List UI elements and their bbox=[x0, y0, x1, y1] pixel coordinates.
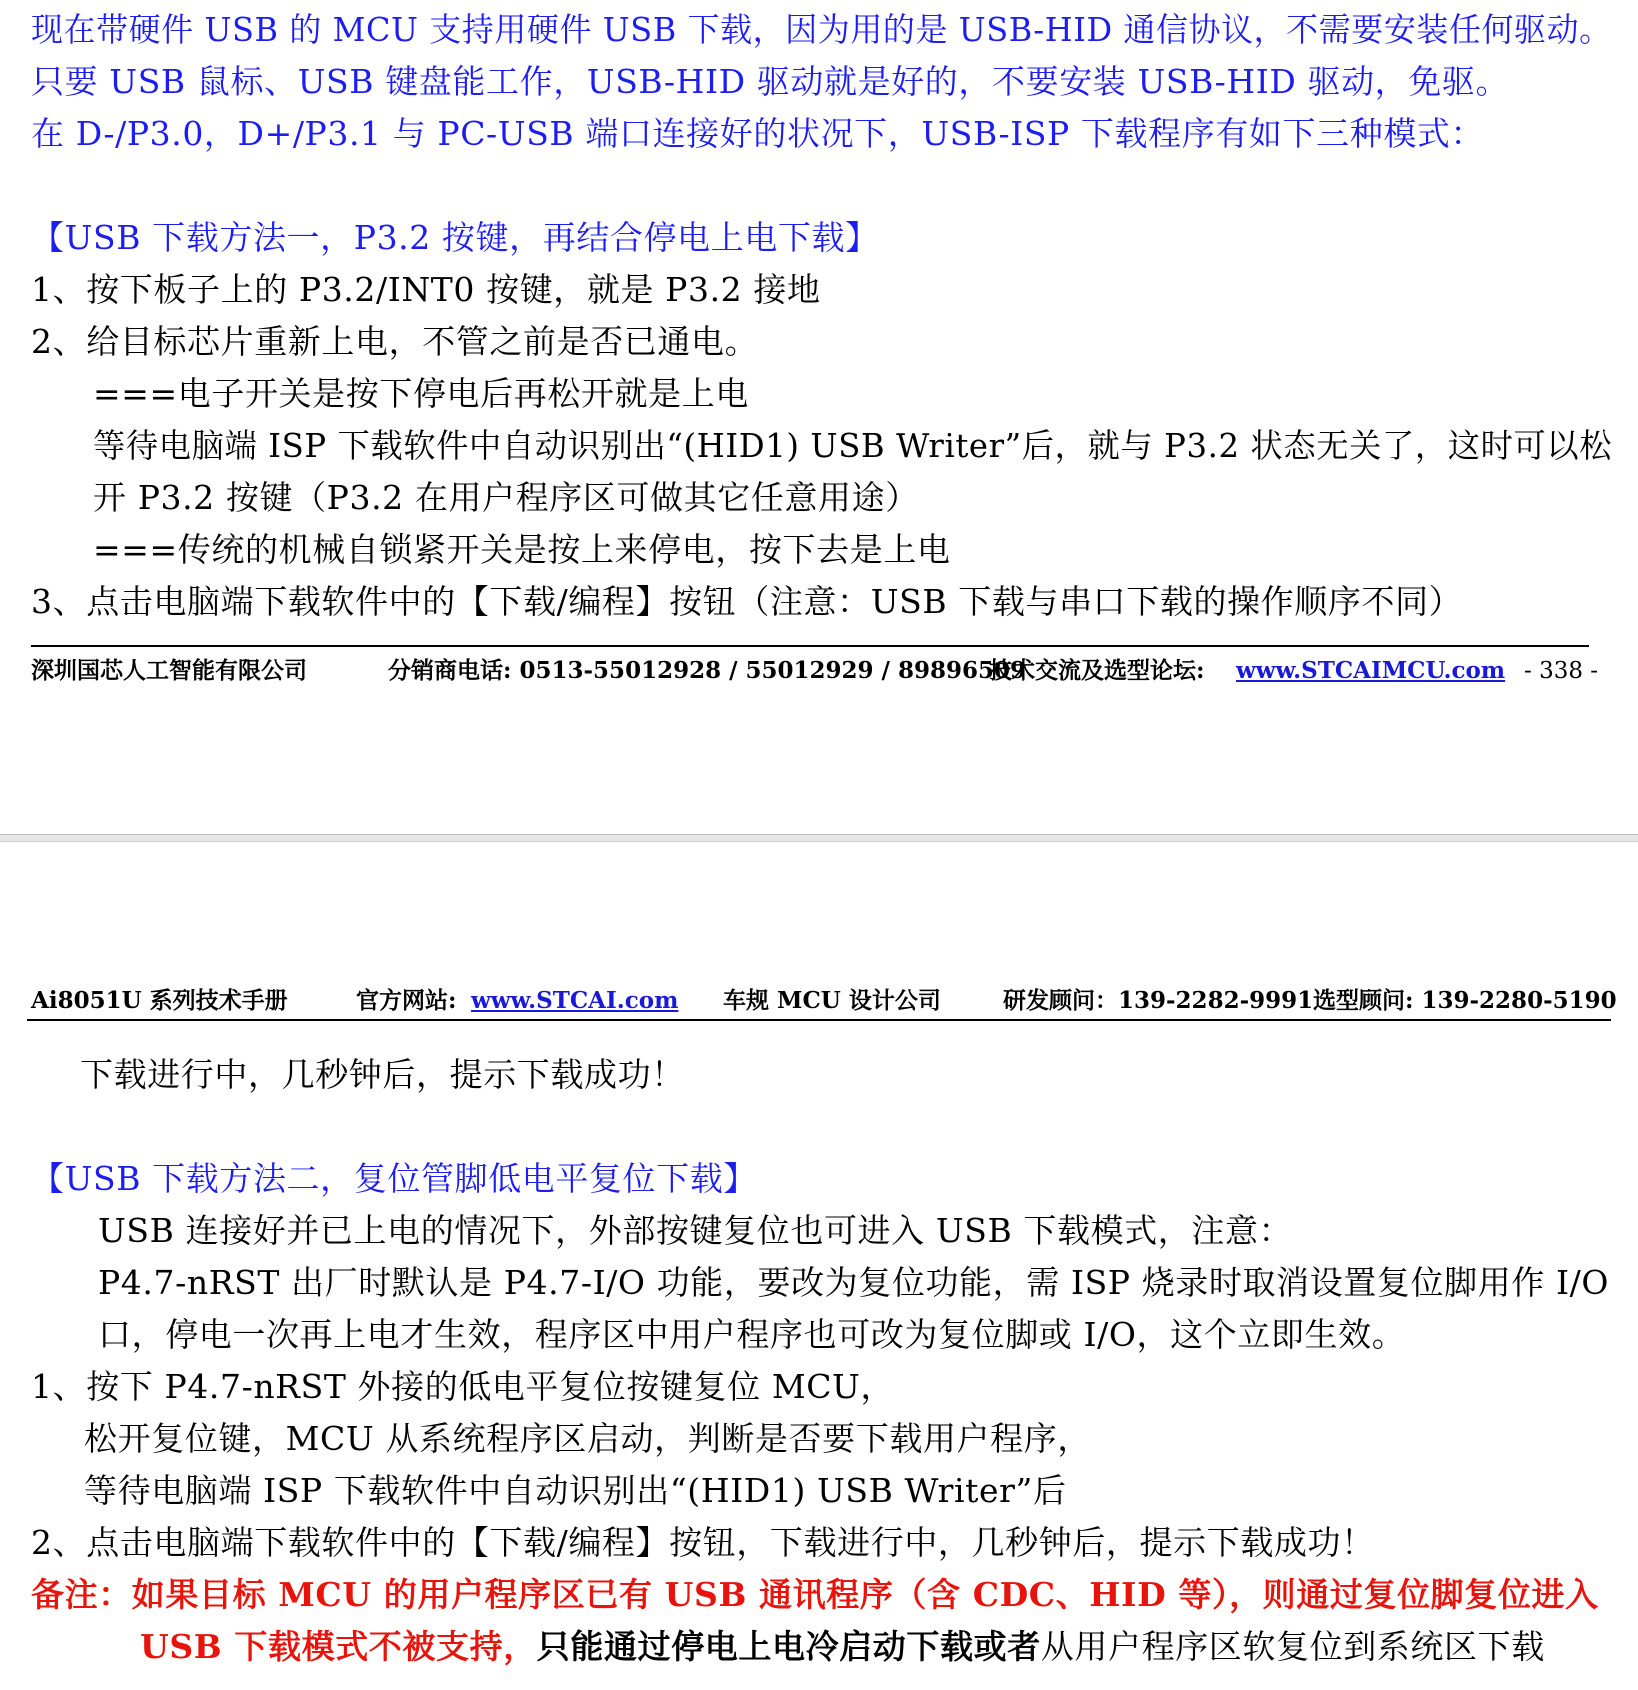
header-rd-advisor: 研发顾问：139-2282-9991 bbox=[1003, 987, 1314, 1014]
method1-note-electronic-switch: ===电子开关是按下停电后再松开就是上电 bbox=[93, 374, 749, 413]
header-manual-title: Ai8051U 系列技术手册 bbox=[31, 987, 288, 1014]
footer-page-number: - 338 - bbox=[1524, 658, 1599, 684]
footer-forum-link[interactable]: www.STCAIMCU.com bbox=[1236, 657, 1506, 684]
method1-step-1: 1、按下板子上的 P3.2/INT0 按键，就是 P3.2 接地 bbox=[31, 270, 821, 309]
note-line-2 bbox=[140, 1627, 1545, 1667]
method2-step-1-detail-2: 等待电脑端 ISP 下载软件中自动识别出“(HID1) USB Writer”后 bbox=[84, 1471, 1067, 1510]
footer-phone: 分销商电话: 0513-55012928 / 55012929 / 89896509 bbox=[388, 657, 1026, 684]
download-progress-line: 下载进行中，几秒钟后，提示下载成功！ bbox=[80, 1055, 685, 1094]
header-site-label: 官方网站: bbox=[356, 987, 457, 1014]
method1-note-wait-line-1: 等待电脑端 ISP 下载软件中自动识别出“(HID1) USB Writer”后，就与 P3.2 状态无关了，这时可以松 bbox=[93, 426, 1613, 465]
method2-intro: USB 连接好并已上电的情况下，外部按键复位也可进入 USB 下载模式，注意： bbox=[98, 1211, 1293, 1250]
method2-step-1-detail-1: 松开复位键，MCU 从系统程序区启动，判断是否要下载用户程序， bbox=[84, 1419, 1091, 1458]
note-line-2-red: USB 下载模式不被支持， bbox=[140, 1627, 537, 1666]
method2-note-line-1: P4.7-nRST 出厂时默认是 P4.7-I/O 功能，要改为复位功能，需 ISP 烧录时取消设置复位脚用作 I/O bbox=[98, 1263, 1609, 1302]
intro-line-2: 只要 USB 鼠标、USB 键盘能工作，USB-HID 驱动就是好的，不要安装 USB-HID 驱动，免驱。 bbox=[31, 62, 1510, 101]
intro-line-1: 现在带硬件 USB 的 MCU 支持用硬件 USB 下载，因为用的是 USB-HID 通信协议，不需要安装任何驱动。 bbox=[31, 10, 1612, 49]
method2-title: 【USB 下载方法二，复位管脚低电平复位下载】 bbox=[31, 1159, 757, 1198]
note-line-2-bold: 只能通过停电上电冷启动下载或者 bbox=[536, 1627, 1041, 1666]
method2-step-1: 1、按下 P4.7-nRST 外接的低电平复位按键复位 MCU， bbox=[31, 1367, 895, 1406]
method2-step-2: 2、点击电脑端下载软件中的【下载/编程】按钮，下载进行中，几秒钟后，提示下载成功！ bbox=[31, 1523, 1375, 1562]
footer-forum-label: 技术交流及选型论坛: bbox=[989, 657, 1205, 684]
intro-line-3: 在 D-/P3.0，D+/P3.1 与 PC-USB 端口连接好的状况下，USB-ISP 下载程序有如下三种模式： bbox=[31, 114, 1485, 153]
method1-note-wait-line-2: 开 P3.2 按键（P3.2 在用户程序区可做其它任意用途） bbox=[93, 478, 919, 517]
header-rule bbox=[27, 1019, 1611, 1021]
note-line-2-plain: 从用户程序区软复位到系统区下载 bbox=[1040, 1627, 1545, 1666]
footer-company: 深圳国芯人工智能有限公司 bbox=[31, 657, 307, 684]
header-site-link[interactable]: www.STCAI.com bbox=[471, 987, 679, 1014]
header-slogan: 车规 MCU 设计公司 bbox=[723, 987, 941, 1014]
page-footer bbox=[31, 657, 1611, 687]
method1-title: 【USB 下载方法一，P3.2 按键，再结合停电上电下载】 bbox=[31, 218, 879, 257]
method1-step-2: 2、给目标芯片重新上电，不管之前是否已通电。 bbox=[31, 322, 759, 361]
note-line-1: 备注：如果目标 MCU 的用户程序区已有 USB 通讯程序（含 CDC、HID 等），则通过复位脚复位进入 bbox=[31, 1575, 1599, 1614]
page-header bbox=[31, 987, 1617, 1017]
method2-note-line-2: 口，停电一次再上电才生效，程序区中用户程序也可改为复位脚或 I/O，这个立即生效。 bbox=[98, 1315, 1406, 1354]
page-separator bbox=[0, 834, 1638, 842]
method1-step-3: 3、点击电脑端下载软件中的【下载/编程】按钮（注意：USB 下载与串口下载的操作顺序不同） bbox=[31, 582, 1463, 621]
header-selection-advisor: 选型顾问: 139-2280-5190 bbox=[1313, 987, 1617, 1014]
footer-rule bbox=[31, 645, 1589, 647]
method1-note-mechanical-switch: ===传统的机械自锁紧开关是按上来停电，按下去是上电 bbox=[93, 530, 951, 569]
